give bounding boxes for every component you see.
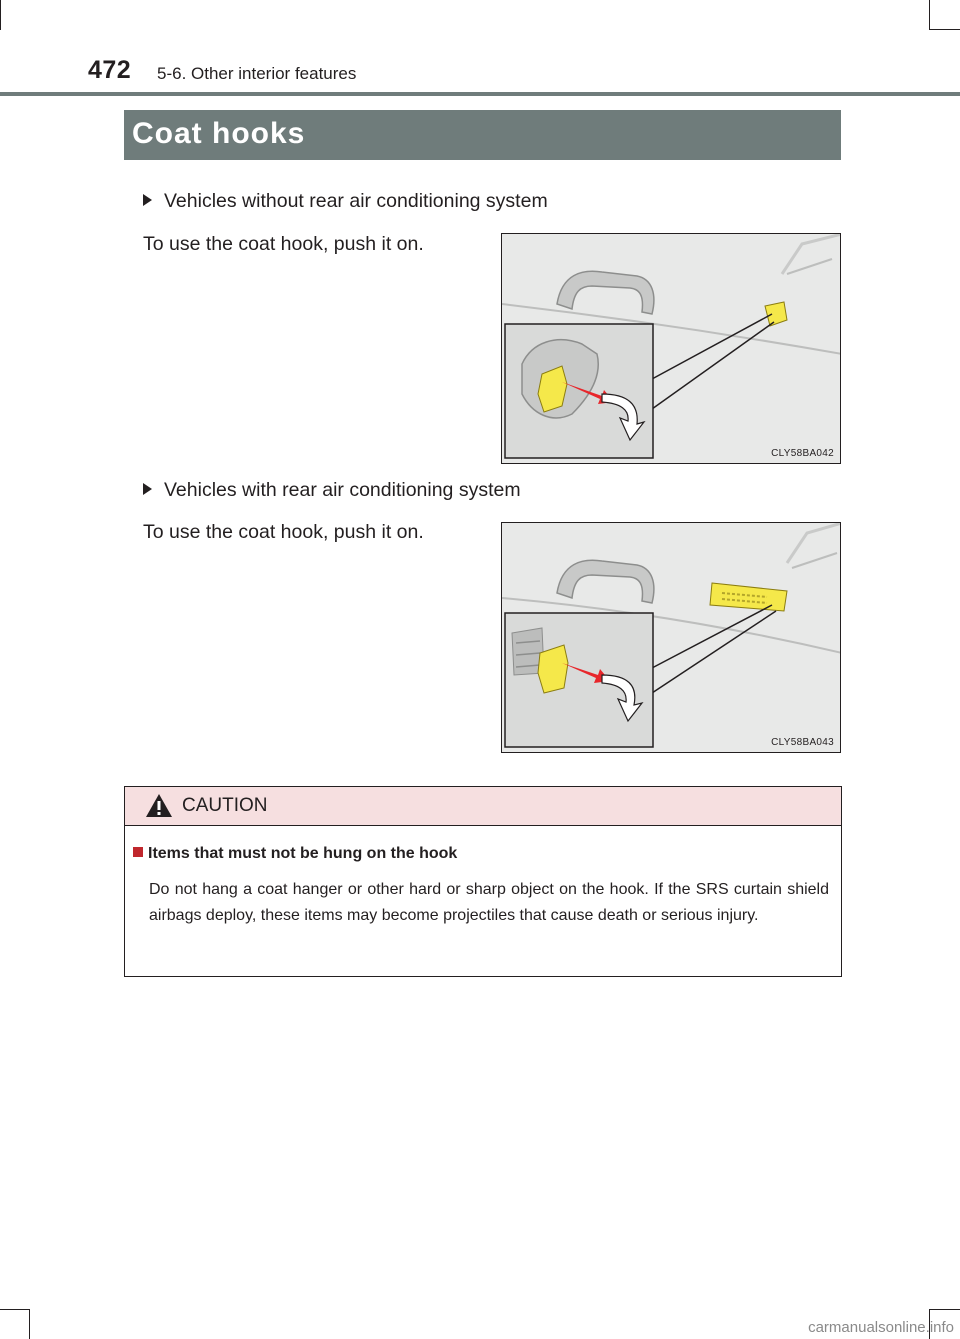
caution-body: Do not hang a coat hanger or other hard or sharp object on the hook. If the SRS curtain shield airbags deploy, these items may become projectiles that cause death or serious injury. — [149, 881, 829, 924]
caution-header — [125, 787, 841, 826]
triangle-bullet-icon — [143, 483, 152, 495]
square-bullet-icon — [133, 847, 143, 857]
bullet-with-rear-ac — [143, 479, 521, 502]
crop-mark — [929, 0, 930, 30]
bullet-text: Vehicles without rear air conditioning system — [164, 190, 548, 212]
watermark: carmanualsonline.info — [808, 1319, 954, 1336]
figure-code: CLY58BA043 — [771, 737, 834, 748]
page-title: Coat hooks — [132, 117, 306, 150]
bullet-without-rear-ac — [143, 190, 548, 213]
figure-coat-hook-1 — [501, 233, 841, 464]
caution-box — [124, 786, 842, 977]
crop-mark — [0, 1309, 30, 1310]
title-bar — [124, 110, 841, 160]
caution-label: CAUTION — [182, 795, 268, 816]
triangle-bullet-icon — [143, 194, 152, 206]
coat-hook-illustration — [502, 523, 841, 753]
crop-mark — [930, 29, 960, 30]
coat-hook-illustration — [502, 234, 841, 464]
crop-mark — [0, 0, 1, 30]
caution-item-text: Items that must not be hung on the hook — [148, 845, 458, 862]
warning-triangle-icon — [145, 793, 173, 818]
bullet-text: Vehicles with rear air conditioning system — [164, 479, 521, 501]
header-rule — [0, 92, 960, 96]
figure-coat-hook-2 — [501, 522, 841, 753]
instruction-text: To use the coat hook, push it on. — [143, 521, 424, 543]
caution-item-title — [133, 845, 457, 863]
page-number: 472 — [88, 56, 132, 84]
instruction-text: To use the coat hook, push it on. — [143, 233, 424, 255]
figure-code: CLY58BA042 — [771, 448, 834, 459]
section-title: 5-6. Other interior features — [157, 64, 357, 83]
crop-mark — [29, 1309, 30, 1339]
crop-mark — [0, 29, 1, 30]
crop-mark — [930, 1309, 960, 1310]
